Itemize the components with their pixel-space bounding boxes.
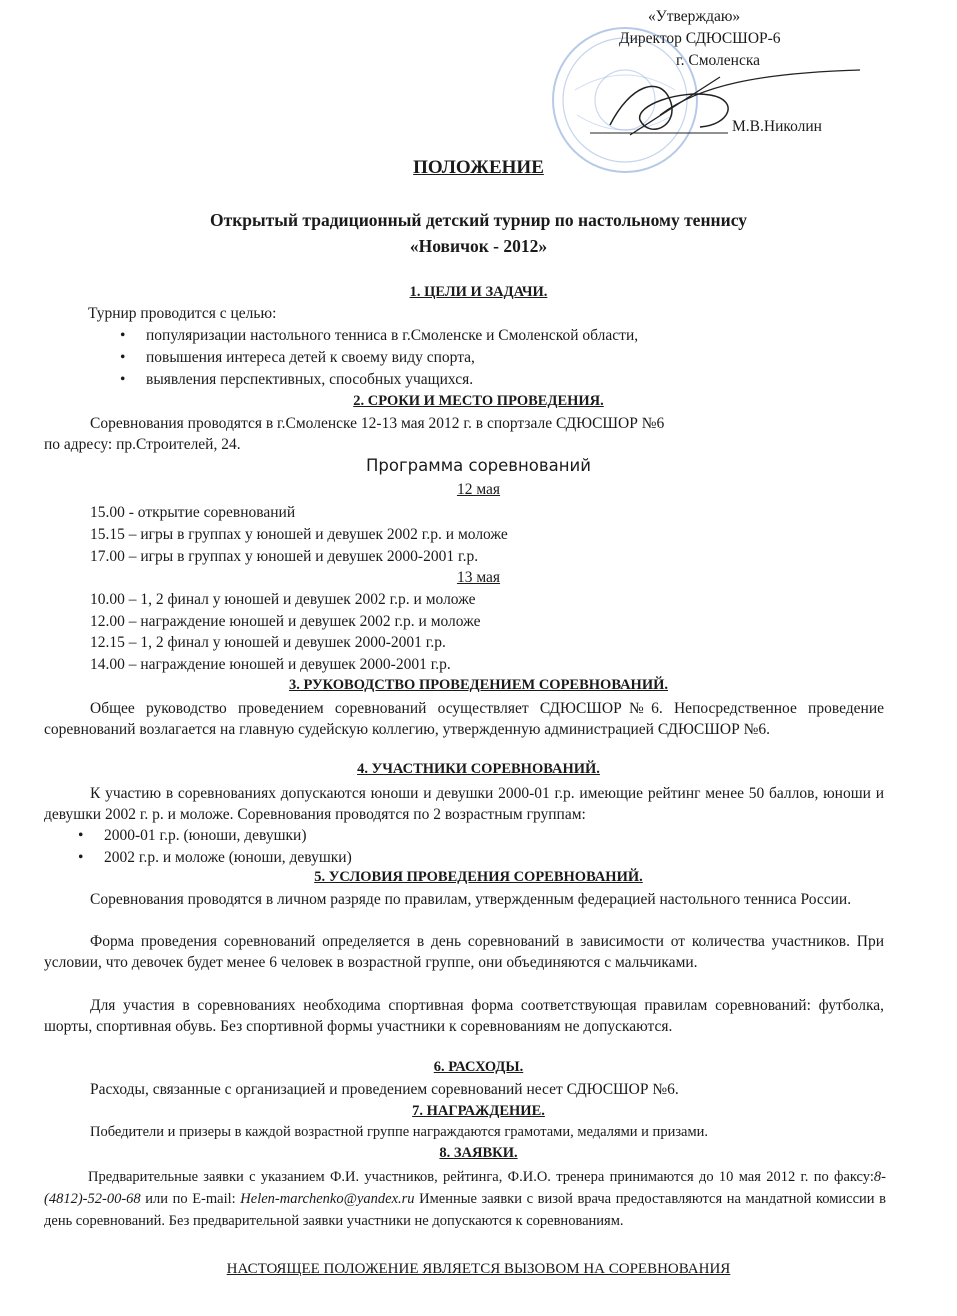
list-item: • 2000-01 г.р. (юноши, девушки) bbox=[78, 827, 307, 844]
list-item: • популяризации настольного тенниса в г.Смоленске и Смоленской области, bbox=[120, 327, 639, 344]
section-4-heading: 4. УЧАСТНИКИ СОРЕВНОВАНИЙ. bbox=[357, 761, 600, 777]
list-item: • 2002 г.р. и моложе (юноши, девушки) bbox=[78, 849, 352, 866]
section-2-line1: Соревнования проводятся в г.Смоленске 12-13 мая 2012 г. в спортзале СДЮСШОР №6 bbox=[90, 415, 665, 432]
section-2-heading: 2. СРОКИ И МЕСТО ПРОВЕДЕНИЯ. bbox=[353, 393, 604, 409]
page-title: ПОЛОЖЕНИЕ bbox=[413, 157, 544, 178]
section-5-heading: 5. УСЛОВИЯ ПРОВЕДЕНИЯ СОРЕВНОВАНИЙ. bbox=[314, 869, 643, 885]
approval-signer: М.В.Николин bbox=[732, 118, 822, 135]
program-day1: 12 мая bbox=[456, 481, 501, 498]
approval-line2: Директор СДЮСШОР-6 bbox=[619, 30, 781, 47]
section-3-text: Общее руководство проведением соревнований осуществляет СДЮСШОР№6. Непосредственное проведение соревнований возлагается на главную судейскую коллегию, утвержденную администрацией СДЮСШОР №6. bbox=[44, 700, 884, 738]
approval-block bbox=[0, 0, 957, 150]
section-1-heading: 1. ЦЕЛИ И ЗАДАЧИ. bbox=[409, 284, 548, 300]
program-title: Программа соревнований bbox=[366, 456, 591, 475]
program-item: 12.00 – награждение юношей и девушек 2002 г.р. и моложе bbox=[90, 613, 481, 630]
section-6-heading: 6. РАСХОДЫ. bbox=[433, 1059, 524, 1075]
section-3-heading: 3. РУКОВОДСТВО ПРОВЕДЕНИЕМ СОРЕВНОВАНИЙ. bbox=[288, 677, 669, 693]
fax-number: 8-(4812)-52-00-68 bbox=[44, 1169, 886, 1207]
email-address[interactable]: Helen-marchenko@yandex.ru bbox=[240, 1191, 415, 1207]
approval-line1: «Утверждаю» bbox=[648, 8, 741, 25]
section-2-line2: по адресу: пр.Строителей, 24. bbox=[44, 436, 241, 453]
program-item: 12.15 – 1, 2 финал у юношей и девушек 2000-2001 г.р. bbox=[90, 634, 446, 651]
section-8-heading: 8. ЗАЯВКИ. bbox=[439, 1145, 518, 1161]
section-5-paragraph-2: Форма проведения соревнований определяется в день соревнований в зависимости от количества участников. При условии, что девочек будет менее 6 человек в возрастной группе, они объединяются с мальчиками. bbox=[44, 933, 884, 971]
section-7-text: Победители и призеры в каждой возрастной группе награждаются грамотами, медалями и призами. bbox=[90, 1124, 709, 1140]
list-item: • повышения интереса детей к своему виду спорта, bbox=[120, 349, 475, 366]
list-item: • выявления перспективных, способных учащихся. bbox=[120, 371, 474, 388]
program-item: 14.00 – награждение юношей и девушек 2000-2001 г.р. bbox=[90, 656, 451, 673]
signature bbox=[590, 65, 880, 155]
program-item: 15.00 - открытие соревнований bbox=[90, 504, 296, 521]
approval-line3: г. Смоленска bbox=[676, 52, 761, 69]
section-8-text: Предварительные заявки с указанием Ф.И. участников, рейтинга, Ф.И.О. тренера принимаются до 10 мая 2012 г. по факсу:8-(4812)-52-00-68 или по E-mail: Helen-marchenko@yandex.ru Именные заявки с визой врача предоставляются на мандатной комиссии в день соревнований. Без предварительной заявки участники не допускаются к соревнованиям. bbox=[44, 1169, 886, 1229]
program-item: 15.15 – игры в группах у юношей и девушек 2002 г.р. и моложе bbox=[90, 526, 508, 543]
program-day2: 13 мая bbox=[456, 569, 501, 586]
program-item: 10.00 – 1, 2 финал у юношей и девушек 2002 г.р. и моложе bbox=[90, 591, 476, 608]
section-5-paragraph-1: Соревнования проводятся в личном разряде по правилам, утвержденным федерацией настольного тенниса России. bbox=[90, 891, 852, 908]
section-7-heading: 7. НАГРАЖДЕНИЕ. bbox=[412, 1103, 545, 1119]
subtitle-line2: «Новичок - 2012» bbox=[409, 236, 548, 256]
subtitle-line1: Открытый традиционный детский турнир по настольному теннису bbox=[210, 210, 747, 230]
section-1-intro: Турнир проводится с целью: bbox=[88, 305, 277, 322]
footer-notice: НАСТОЯЩЕЕ ПОЛОЖЕНИЕ ЯВЛЯЕТСЯ ВЫЗОВОМ НА СОРЕВНОВАНИЯ bbox=[226, 1261, 731, 1277]
section-5-paragraph-3: Для участия в соревнованиях необходима спортивная форма соответствующая правилам соревнований: футболка, шорты, спортивная обувь. Без спортивной формы участники к соревнованиям не допускаются. bbox=[44, 997, 884, 1035]
program-item: 17.00 – игры в группах у юношей и девушек 2000-2001 г.р. bbox=[90, 548, 479, 565]
section-4-text: К участию в соревнованиях допускаются юноши и девушки 2000-01 г.р. имеющие рейтинг менее 50 баллов, юноши и девушки 2002 г. р. и моложе. Соревнования проводятся по 2 возрастным группам: bbox=[44, 785, 884, 823]
section-6-text: Расходы, связанные с организацией и проведением соревнований несет СДЮСШОР №6. bbox=[90, 1081, 679, 1098]
